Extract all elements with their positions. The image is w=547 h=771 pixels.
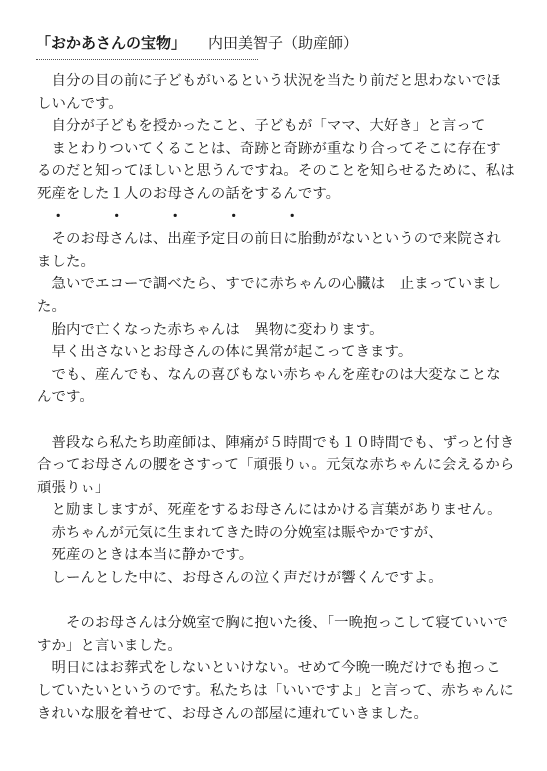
document-header (36, 33, 358, 53)
paragraph: 明日にはお葬式をしないといけない。せめて今晩一晩だけでも抱っこしていたいというのです。私たちは「いいですよ」と言って、赤ちゃんにきれいな服を着せて、お母さんの部屋に連れていきました。 (37, 660, 514, 722)
blank-line (37, 590, 515, 613)
paragraph: 自分が子どもを授かったこと、子どもが「ママ、大好き」と言って (37, 118, 486, 135)
dot-mark: ・ (285, 208, 300, 225)
section-dots (37, 206, 515, 229)
paragraph: 死産のときは本当に静かです。 (37, 547, 254, 564)
paragraph: そのお母さんは分娩室で胸に抱いた後、「一晩抱っこして寝ていいですか」と言いました。 (37, 615, 508, 654)
dot-mark: ・ (51, 208, 66, 225)
paragraph: 早く出さないとお母さんの体に異常が起こってきます。 (37, 344, 413, 361)
dotted-divider (36, 59, 258, 60)
document-title: 「おかあさんの宝物」 (36, 34, 187, 52)
dot-mark: ・ (226, 208, 241, 225)
paragraph: そのお母さんは、出産予定日の前日に胎動がないというので来院されました。 (37, 231, 501, 270)
paragraph: 急いでエコーで調べたら、すでに赤ちゃんの心臓は 止まっていました。 (37, 276, 502, 315)
blank-line (37, 409, 515, 432)
paragraph: 赤ちゃんが元気に生まれてきた時の分娩室は賑やかですが、 (37, 524, 443, 541)
paragraph: しーんとした中に、お母さんの泣く声だけが響くんですよ。 (37, 570, 443, 587)
paragraph: 自分の目の前に子どもがいるという状況を当たり前だと思わないでほしいんです。 (37, 73, 501, 112)
paragraph: でも、産んでも、なんの喜びもない赤ちゃんを産むのは大変なことなんです。 (37, 366, 501, 406)
paragraph: 普段なら私たち助産師は、陣痛が５時間でも１０時間でも、ずっと付き合ってお母さんの腰をさすって「頑張りぃ。元気な赤ちゃんに会えるから頑張りぃ」 (37, 434, 515, 496)
document-body (37, 70, 515, 725)
author-name: 内田美智子（助産師） (208, 34, 359, 52)
paragraph: まとわりついてくることは、奇跡と奇跡が重なり合ってそこに存在するのだと知ってほしいと思うんですね。そのことを知らせるために、私は死産をした１人のお母さんの話をするんです。 (37, 140, 515, 202)
paragraph: 胎内で亡くなった赤ちゃんは 異物に変わります。 (37, 321, 384, 338)
dot-mark: ・ (109, 208, 124, 225)
dot-mark: ・ (168, 208, 183, 225)
paragraph: と励ましますが、死産をするお母さんにはかける言葉がありません。 (37, 502, 502, 519)
